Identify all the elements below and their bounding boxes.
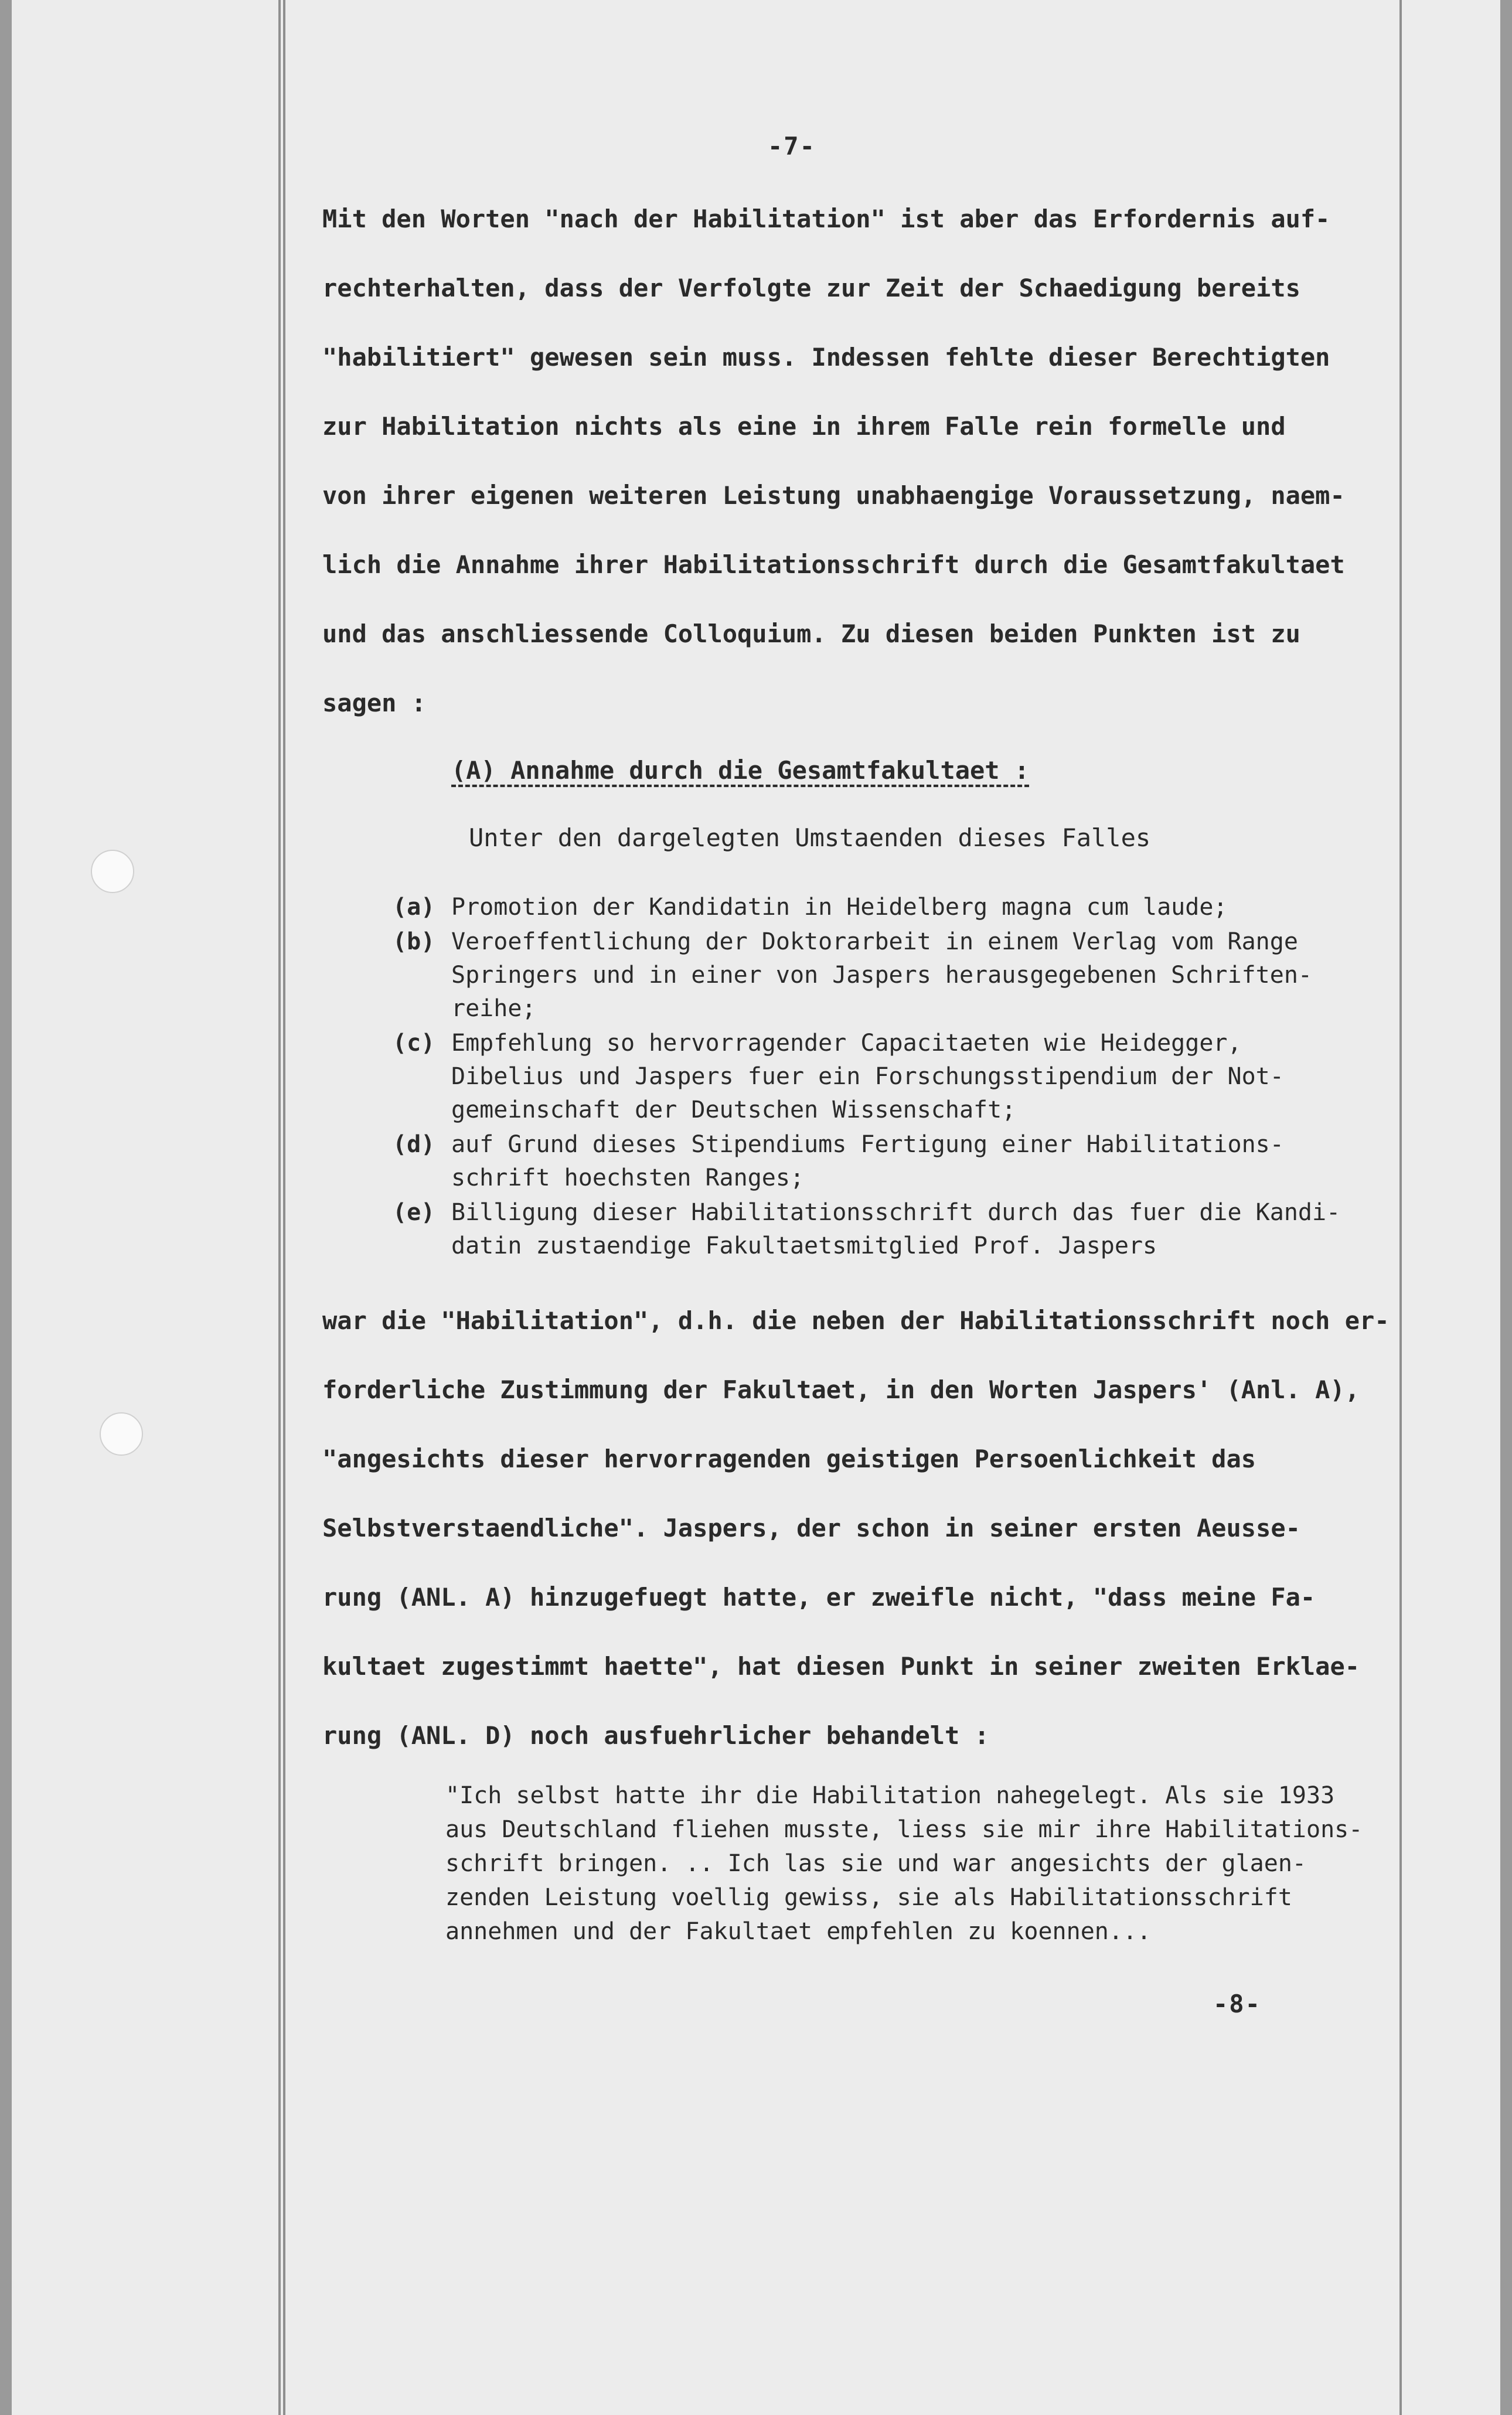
list-item-line: reihe; bbox=[451, 995, 536, 1022]
list-item bbox=[393, 1027, 1401, 1127]
list-marker: (d) bbox=[393, 1131, 435, 1158]
list-item bbox=[393, 1128, 1401, 1195]
paragraph-2-line: rung (ANL. A) hinzugefuegt hatte, er zweifle nicht, "dass meine Fa- bbox=[322, 1583, 1316, 1612]
paragraph-1-line: lich die Annahme ihrer Habilitationsschrift durch die Gesamtfakultaet bbox=[322, 550, 1345, 579]
punch-hole-lower bbox=[100, 1412, 143, 1456]
section-heading: (A) Annahme durch die Gesamtfakultaet : bbox=[451, 756, 1030, 785]
paragraph-1-line: von ihrer eigenen weiteren Leistung unabhaengige Voraussetzung, naem- bbox=[322, 481, 1345, 510]
intro-line: Unter den dargelegten Umstaenden dieses Falles bbox=[469, 823, 1151, 852]
paragraph-1-line: sagen : bbox=[322, 689, 427, 717]
list-item-line: gemeinschaft der Deutschen Wissenschaft; bbox=[451, 1096, 1016, 1123]
paragraph-1-line: zur Habilitation nichts als eine in ihrem Falle rein formelle und bbox=[322, 412, 1286, 441]
block-quote bbox=[445, 1779, 1430, 1949]
paragraph-1 bbox=[322, 185, 1377, 738]
paragraph-1-line: und das anschliessende Colloquium. Zu diesen beiden Punkten ist zu bbox=[322, 619, 1300, 648]
list-marker: (e) bbox=[393, 1199, 435, 1226]
punch-hole-upper bbox=[91, 850, 134, 893]
paragraph-2-line: kultaet zugestimmt haette", hat diesen Punkt in seiner zweiten Erklae- bbox=[322, 1652, 1360, 1681]
list-item bbox=[393, 891, 1401, 924]
criteria-list bbox=[393, 891, 1401, 1264]
quote-line: schrift bringen. .. Ich las sie und war angesichts der glaen- bbox=[445, 1850, 1307, 1877]
paragraph-2 bbox=[322, 1286, 1390, 1770]
list-item-line: Empfehlung so hervorragender Capacitaeten wie Heidegger, bbox=[451, 1030, 1242, 1057]
paragraph-2-line: "angesichts dieser hervorragenden geistigen Persoenlichkeit das bbox=[322, 1445, 1256, 1473]
list-item-line: auf Grund dieses Stipendiums Fertigung einer Habilitations- bbox=[451, 1131, 1284, 1158]
quote-line: aus Deutschland fliehen musste, liess sie mir ihre Habilitations- bbox=[445, 1816, 1363, 1843]
quote-line: zenden Leistung voellig gewiss, sie als Habilitationsschrift bbox=[445, 1884, 1292, 1911]
paragraph-1-line: rechterhalten, dass der Verfolgte zur Zeit der Schaedigung bereits bbox=[322, 274, 1300, 302]
list-item-line: Promotion der Kandidatin in Heidelberg magna cum laude; bbox=[451, 894, 1228, 921]
list-marker: (c) bbox=[393, 1030, 435, 1057]
list-item-line: Springers und in einer von Jaspers herausgegebenen Schriften- bbox=[451, 962, 1313, 989]
margin-line-left bbox=[278, 0, 281, 2415]
next-page-marker: -8- bbox=[1213, 1990, 1261, 2018]
list-item-line: Dibelius und Jaspers fuer ein Forschungsstipendium der Not- bbox=[451, 1063, 1284, 1090]
list-item-line: schrift hoechsten Ranges; bbox=[451, 1164, 805, 1191]
quote-line: annehmen und der Fakultaet empfehlen zu koennen... bbox=[445, 1918, 1152, 1945]
list-marker: (a) bbox=[393, 894, 435, 921]
paragraph-2-line: forderliche Zustimmung der Fakultaet, in den Worten Jaspers' (Anl. A), bbox=[322, 1375, 1360, 1404]
paragraph-1-line: "habilitiert" gewesen sein muss. Indessen fehlte dieser Berechtigten bbox=[322, 343, 1330, 372]
quote-line: "Ich selbst hatte ihr die Habilitation nahegelegt. Als sie 1933 bbox=[445, 1782, 1335, 1809]
list-item-line: datin zustaendige Fakultaetsmitglied Prof. Jaspers bbox=[451, 1232, 1157, 1259]
list-item bbox=[393, 925, 1401, 1026]
paragraph-1-line: Mit den Worten "nach der Habilitation" ist aber das Erfordernis auf- bbox=[322, 205, 1330, 233]
list-item-line: Veroeffentlichung der Doktorarbeit in einem Verlag vom Range bbox=[451, 928, 1298, 955]
document-page bbox=[12, 0, 1500, 2415]
list-item bbox=[393, 1196, 1401, 1263]
page-number: -7- bbox=[768, 132, 816, 161]
list-item-line: Billigung dieser Habilitationsschrift durch das fuer die Kandi- bbox=[451, 1199, 1341, 1226]
list-marker: (b) bbox=[393, 928, 435, 955]
paragraph-2-line: Selbstverstaendliche". Jaspers, der schon in seiner ersten Aeusse- bbox=[322, 1514, 1300, 1542]
paragraph-2-line: rung (ANL. D) noch ausfuehrlicher behandelt : bbox=[322, 1721, 989, 1750]
margin-line-left-inner bbox=[283, 0, 285, 2415]
paragraph-2-line: war die "Habilitation", d.h. die neben der Habilitationsschrift noch er- bbox=[322, 1306, 1390, 1335]
